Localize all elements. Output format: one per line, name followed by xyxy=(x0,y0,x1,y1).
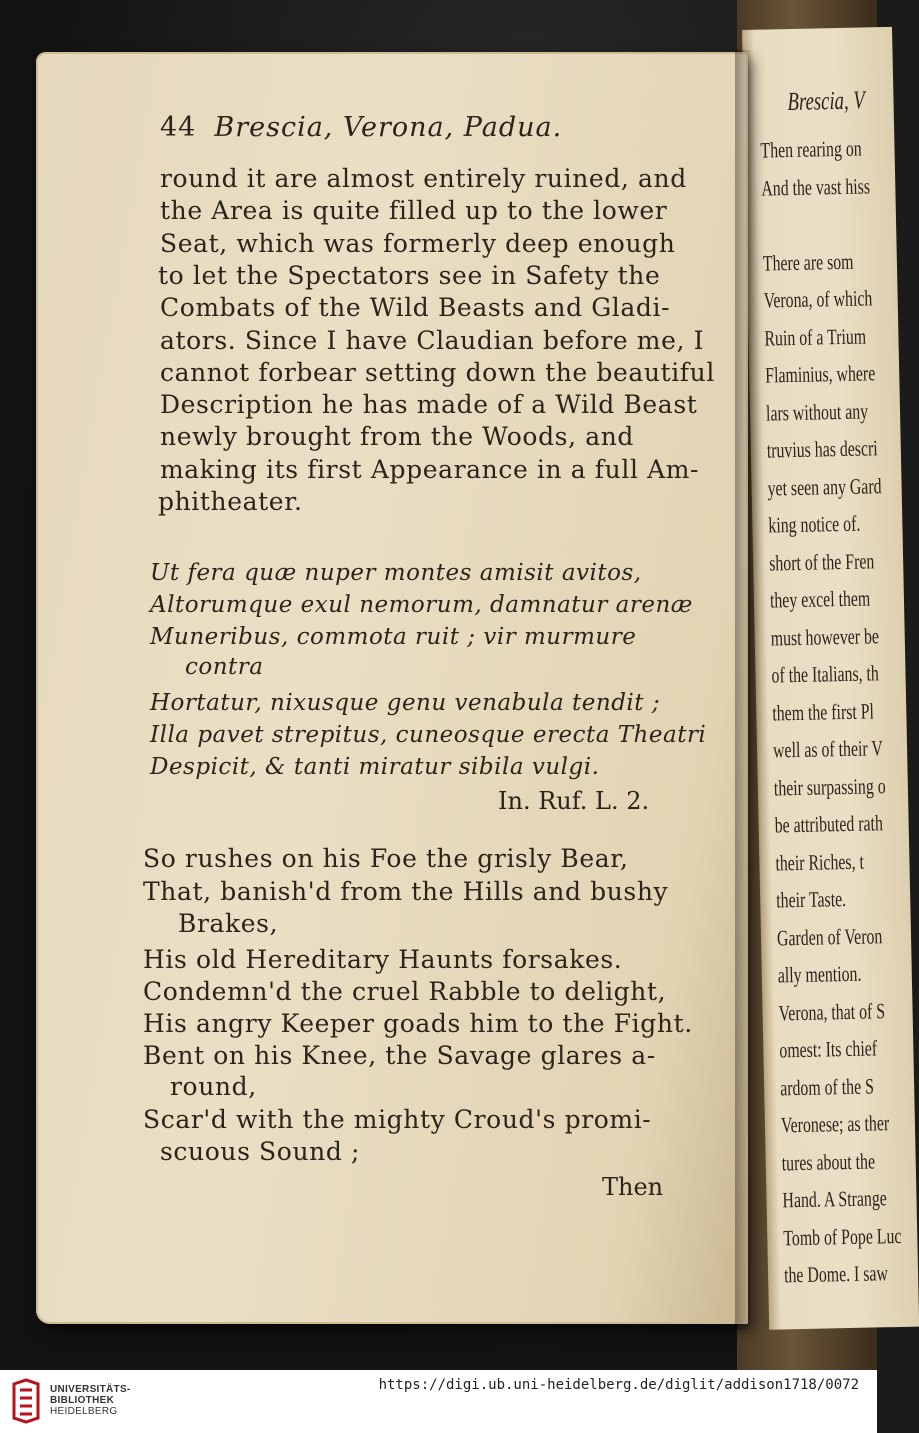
english-verse-line: Bent on his Knee, the Savage glares a- xyxy=(143,1041,656,1070)
latin-verse-line: contra xyxy=(185,654,264,680)
right-page-line: Tomb of Pope Luc xyxy=(783,1222,902,1250)
paragraph-line: newly brought from the Woods, and xyxy=(160,422,634,452)
right-page-line: Then rearing on xyxy=(760,135,862,163)
right-page-line: them the first Pl xyxy=(772,697,875,726)
latin-verse-line: Despicit, & tanti miratur sibila vulgi. xyxy=(150,754,600,780)
right-page-line: ally mention. xyxy=(777,960,862,988)
library-name-line-1: UNIVERSITÄTS- xyxy=(50,1384,131,1395)
right-page-line: Verona, that of S xyxy=(778,997,886,1025)
running-header xyxy=(160,112,562,143)
right-page-line: Veronese; as ther xyxy=(780,1110,890,1138)
running-title: Brescia, Verona, Padua. xyxy=(214,112,563,143)
english-verse-line: Brakes, xyxy=(178,909,279,938)
english-verse-line: His angry Keeper goads him to the Fight. xyxy=(143,1009,693,1038)
latin-verse-line: Hortatur, nixusque genu venabula tendit ; xyxy=(150,690,661,716)
paragraph-line: to let the Spectators see in Safety the xyxy=(158,260,661,290)
english-verse-line: So rushes on his Foe the grisly Bear, xyxy=(143,844,629,873)
page-number: 44 xyxy=(160,112,197,143)
right-page-line: their Taste. xyxy=(775,886,847,913)
english-verse-line: That, banish'd from the Hills and bushy xyxy=(143,877,669,906)
right-page-line: the Dome. I saw xyxy=(783,1260,889,1288)
right-page-line: of the Italians, th xyxy=(771,660,880,688)
right-page-line: Garden of Veron xyxy=(776,922,883,950)
library-name-line-2: BIBLIOTHEK xyxy=(50,1395,115,1406)
paragraph-line: cannot forbear setting down the beautiful xyxy=(160,357,715,387)
right-page-line: Flaminius, where xyxy=(764,360,876,388)
latin-verse-line: Altorumque exul nemorum, damnatur arenæ xyxy=(150,592,693,618)
english-verse-line: round, xyxy=(170,1072,257,1101)
paragraph-line: Combats of the Wild Beasts and Gladi- xyxy=(160,293,671,323)
right-page-line: king notice of. xyxy=(768,510,861,538)
latin-reference: In. Ruf. L. 2. xyxy=(498,787,650,815)
right-page-line: be attributed rath xyxy=(774,810,884,838)
latin-verse-line: Illa pavet strepitus, cuneosque erecta Theatri xyxy=(150,722,707,748)
library-logo-icon xyxy=(10,1378,42,1424)
right-page-line: their surpassing o xyxy=(773,772,886,800)
right-page-line: Hand. A Strange xyxy=(782,1185,888,1213)
latin-verse-line: Ut fera quæ nuper montes amisit avitos, xyxy=(150,560,642,586)
right-page-line: well as of their V xyxy=(772,735,884,763)
right-page-line: truvius has descri xyxy=(766,435,878,463)
right-page-line: And the vast hiss xyxy=(761,172,871,201)
right-page-line: omest: Its chief xyxy=(779,1035,878,1063)
right-page-line: Ruin of a Trium xyxy=(764,322,867,351)
right-page-line: short of the Fren xyxy=(768,547,875,576)
right-page-line: There are som xyxy=(762,248,854,276)
right-page-line: Verona, of which xyxy=(763,285,873,313)
catchword: Then xyxy=(602,1173,664,1201)
right-page-line: their Riches, t xyxy=(775,848,865,875)
paragraph-line: phitheater. xyxy=(158,487,303,516)
paragraph-line: Seat, which was formerly deep enough xyxy=(160,228,676,258)
english-verse-line: scuous Sound ; xyxy=(160,1137,361,1166)
right-page xyxy=(742,27,919,1330)
right-page-line: yet seen any Gard xyxy=(767,472,882,501)
paragraph-line: making its first Appearance in a full Am- xyxy=(160,454,700,484)
right-page-line: lars without any xyxy=(765,397,869,426)
right-page-line: they excel them xyxy=(769,585,871,613)
library-name-line-3: HEIDELBERG xyxy=(50,1406,118,1417)
latin-verse-line: Muneribus, commota ruit ; vir murmure xyxy=(150,624,637,650)
right-page-line: ardom of the S xyxy=(779,1072,875,1100)
page-url-link[interactable]: https://digi.ub.uni-heidelberg.de/diglit/addison1718/0072 xyxy=(378,1377,859,1393)
paragraph-line: the Area is quite filled up to the lower xyxy=(160,196,668,226)
english-verse-line: Condemn'd the cruel Rabble to delight, xyxy=(143,977,667,1006)
page-gutter xyxy=(735,50,751,1330)
english-verse-line: Scar'd with the mighty Croud's promi- xyxy=(143,1105,652,1134)
paragraph-line: ators. Since I have Claudian before me, I xyxy=(160,325,705,355)
right-page-line: tures about the xyxy=(781,1147,876,1175)
library-name xyxy=(50,1384,131,1417)
paragraph-line: Description he has made of a Wild Beast xyxy=(160,390,698,420)
english-verse-line: His old Hereditary Haunts forsakes. xyxy=(143,945,623,974)
right-page-header: Brescia, V xyxy=(787,85,866,117)
right-page-line: must however be xyxy=(770,622,880,651)
paragraph-line: round it are almost entirely ruined, and xyxy=(160,164,687,193)
